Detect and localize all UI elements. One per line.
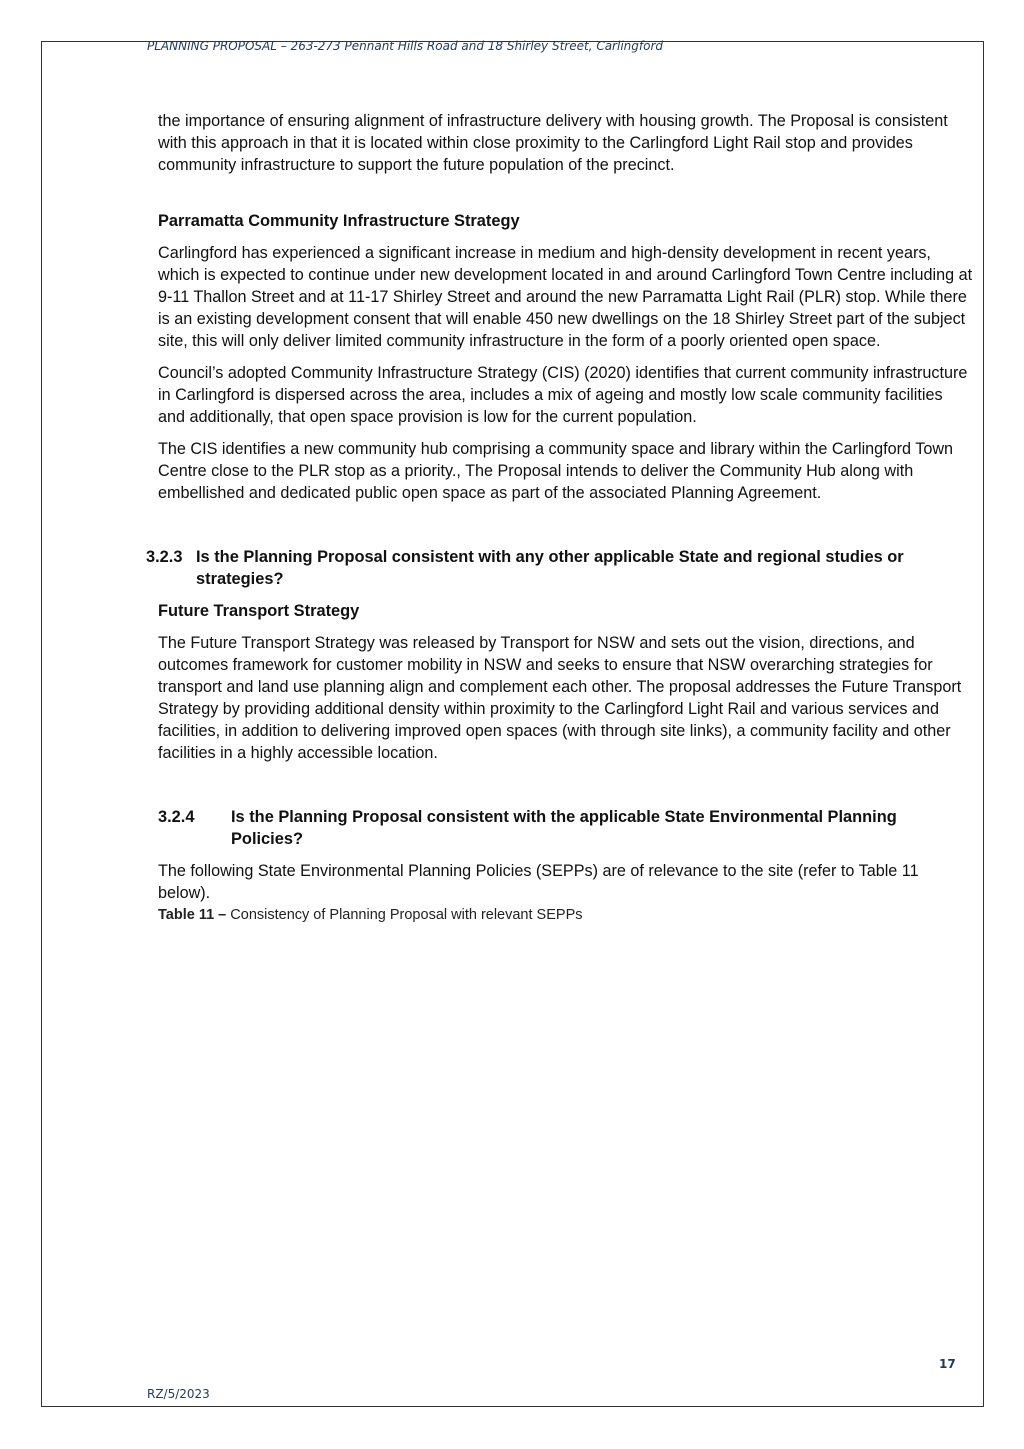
future-transport-paragraph: The Future Transport Strategy was released by Transport for NSW and sets out the vision, directions, and outcomes framework for customer mobility in NSW and seeks to ensure that NSW overarching strategies for transport and land use planning align and complement each other. The proposal addresses the Future Transport Strategy by providing additional density within proximity to the Carlingford Light Rail and various services and facilities, in addition to delivering improved open spaces (with through site links), a community facility and other facilities in a highly accessible location. <box>158 634 962 762</box>
community-strategy-paragraph-1: Carlingford has experienced a significant increase in medium and high-density development in recent years, which is expected to continue under new development located in and around Carlingford Town Centre including at 9-11 Thallon Street and at 11-17 Shirley Street and around the new Parramatta Light Rail (PLR) stop. While there is an existing development consent that will enable 450 new dwellings on the 18 Shirley Street part of the subject site, this will only deliver limited community infrastructure in the form of a poorly oriented open space. <box>158 244 973 350</box>
document-body <box>146 110 973 924</box>
sepp-intro-paragraph: The following State Environmental Planning Policies (SEPPs) are of relevance to the site (refer to Table 11 below). <box>158 862 919 902</box>
section-3-2-4-number: 3.2.4 <box>158 808 195 826</box>
section-3-2-3-heading <box>146 546 973 590</box>
section-3-2-4-heading <box>158 806 973 850</box>
table-11-caption-label: Table 11 – <box>158 907 227 923</box>
running-header: PLANNING PROPOSAL – 263-273 Pennant Hills Road and 18 Shirley Street, Carlingford <box>147 39 663 53</box>
page-number: 17 <box>939 1357 956 1371</box>
community-strategy-paragraph-3: The CIS identifies a new community hub comprising a community space and library within the Carlingford Town Centre close to the PLR stop as a priority., The Proposal intends to deliver the Community Hub along with embellished and dedicated public open space as part of the associated Planning Agreement. <box>158 440 954 502</box>
community-strategy-paragraph-2: Council’s adopted Community Infrastructure Strategy (CIS) (2020) identifies that current community infrastructure in Carlingford is dispersed across the area, includes a mix of ageing and mostly low scale community facilities and additionally, that open space provision is low for the current population. <box>158 364 968 426</box>
section-3-2-4-title: Is the Planning Proposal consistent with the applicable State Environmental Planning Policies? <box>231 808 897 848</box>
table-11-caption-text: Consistency of Planning Proposal with relevant SEPPs <box>226 907 583 923</box>
future-transport-heading: Future Transport Strategy <box>158 602 360 620</box>
intro-paragraph: the importance of ensuring alignment of infrastructure delivery with housing growth. The Proposal is consistent with this approach in that it is located within close proximity to the Carlingford Light Rail stop and provides community infrastructure to support the future population of the precinct. <box>158 112 948 174</box>
community-strategy-heading: Parramatta Community Infrastructure Strategy <box>158 212 520 230</box>
section-3-2-3-number: 3.2.3 <box>146 548 183 566</box>
table-11-caption <box>158 906 973 924</box>
document-reference-code: RZ/5/2023 <box>147 1387 210 1401</box>
section-3-2-3-title: Is the Planning Proposal consistent with any other applicable State and regional studies or strategies? <box>196 548 904 588</box>
